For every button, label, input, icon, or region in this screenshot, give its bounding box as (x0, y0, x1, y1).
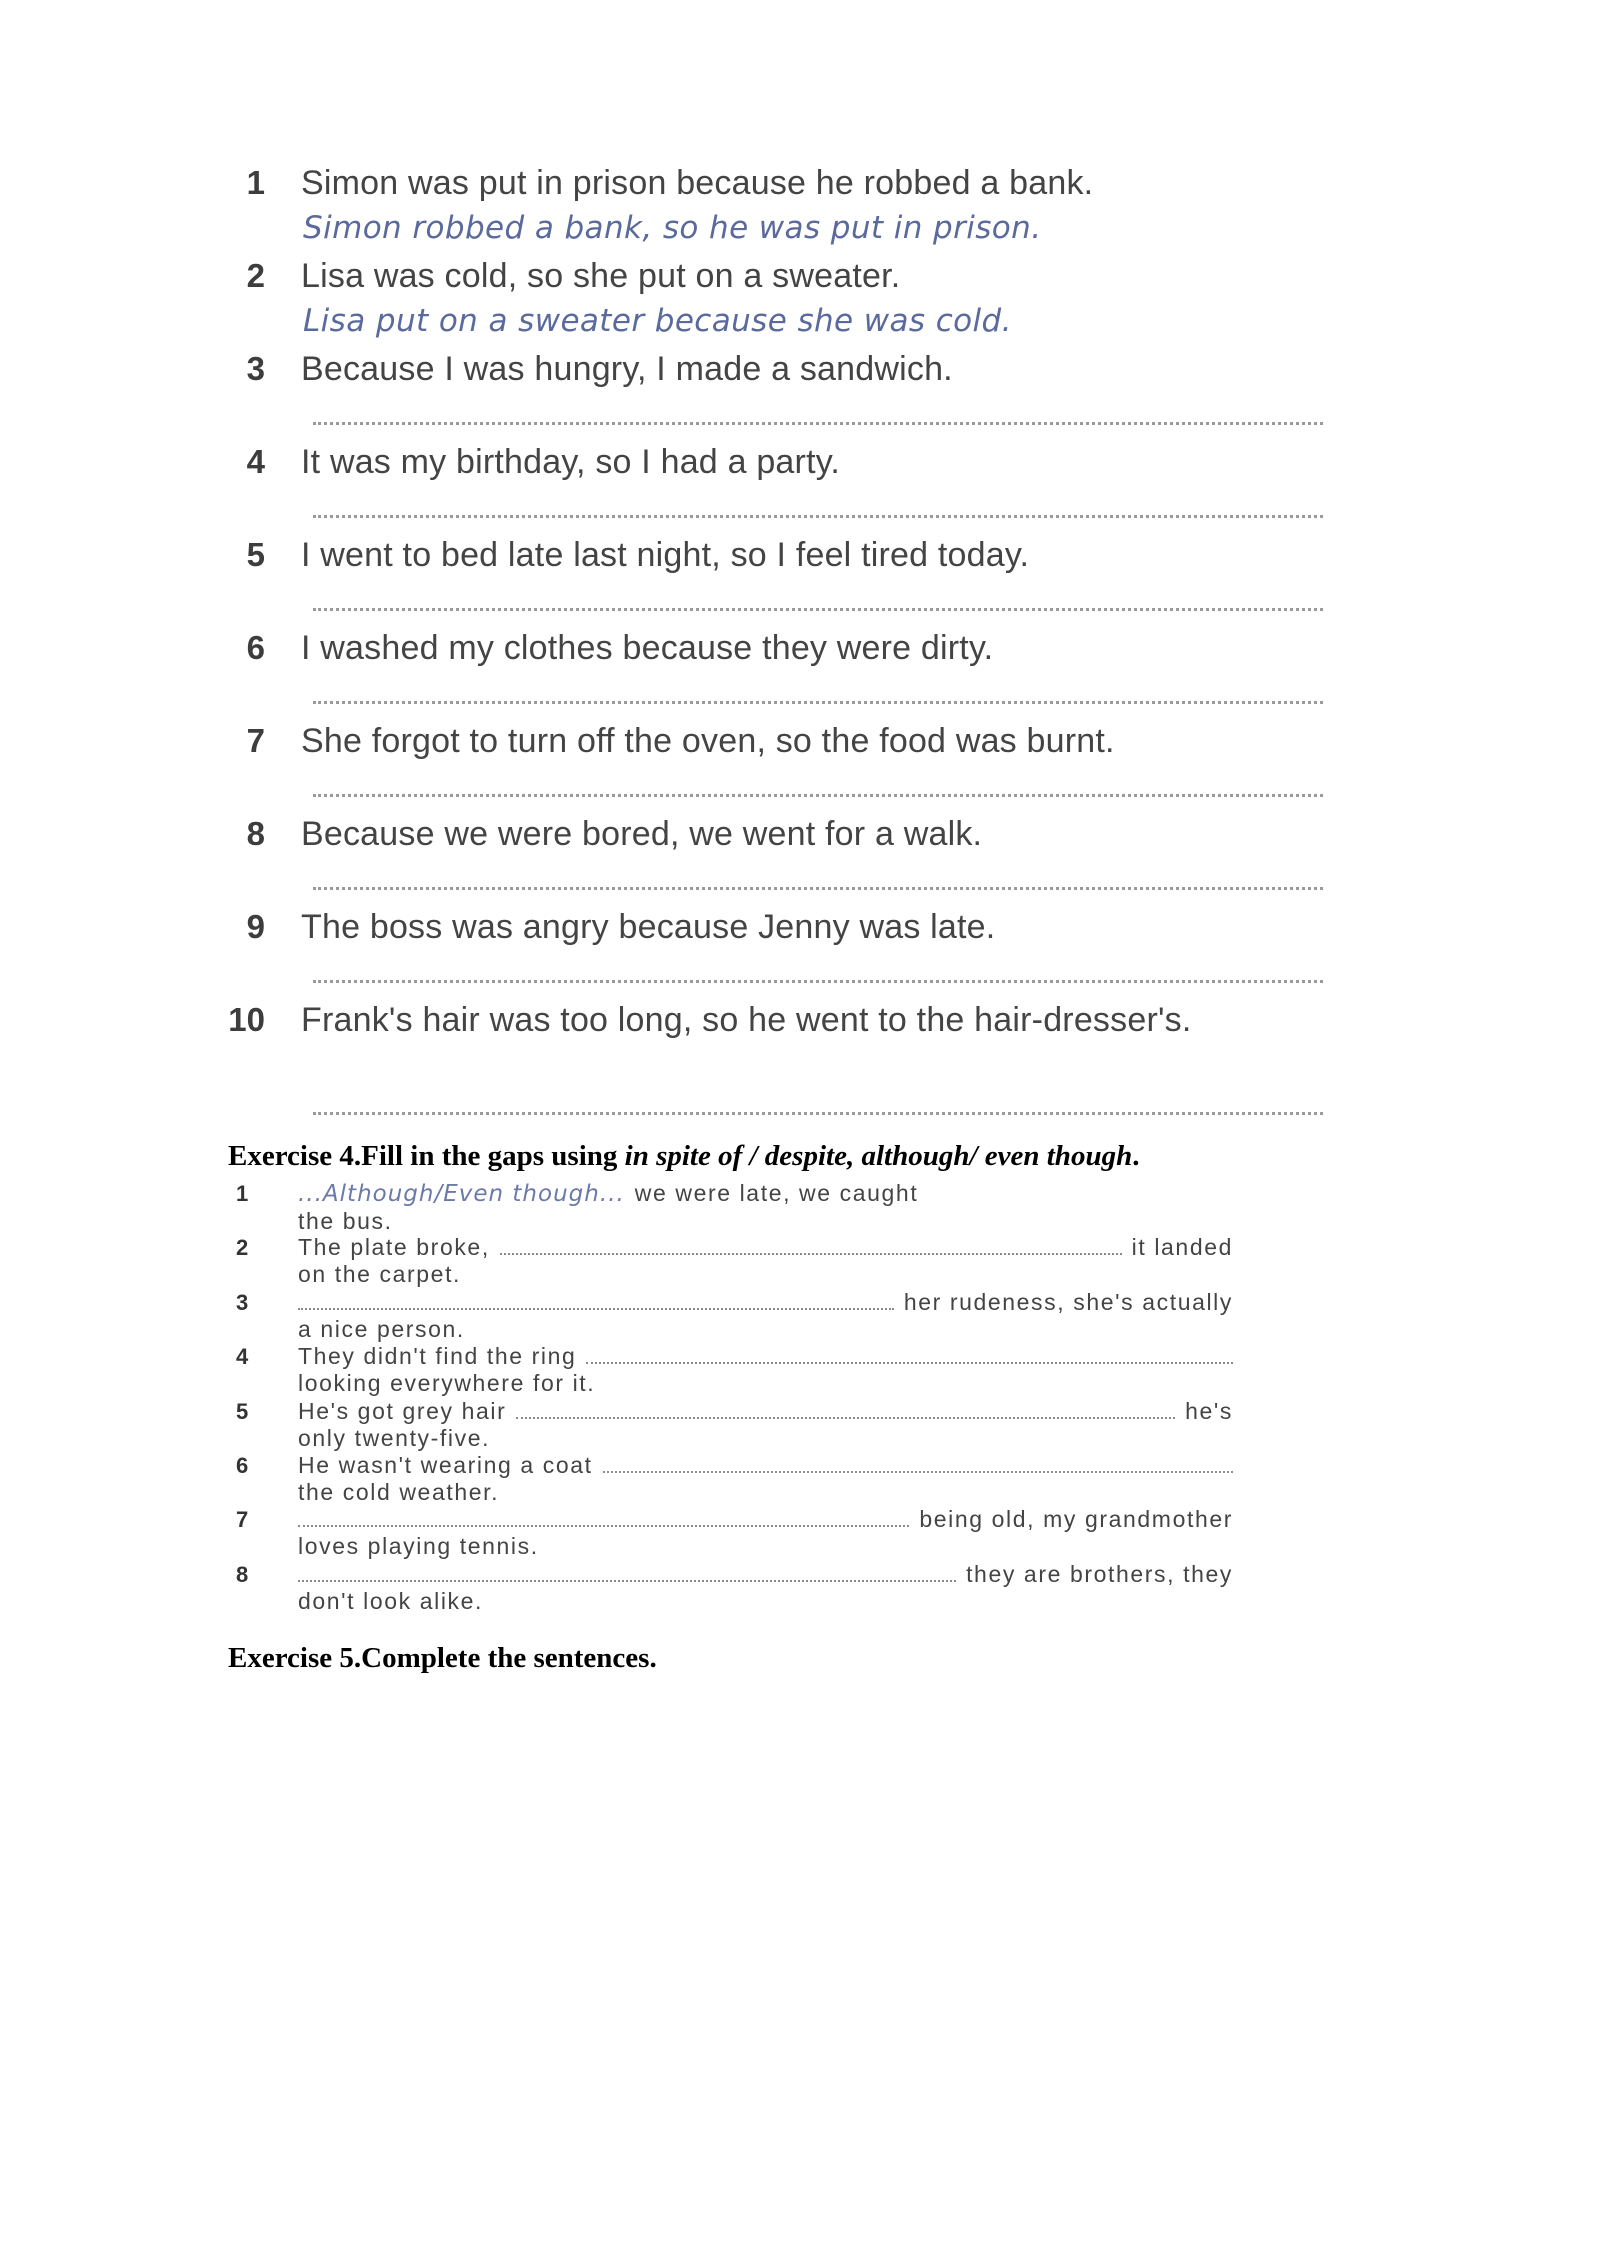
exercise-4-item (236, 1398, 1256, 1452)
exercise-5-heading: Exercise 5.Complete the sentences. (228, 1642, 657, 1674)
item-body (298, 1506, 1233, 1560)
item-continuation: the cold weather. (298, 1478, 500, 1505)
item-number: 4 (236, 1344, 249, 1370)
exercise-4-item (236, 1561, 1256, 1615)
heading-prefix: Exercise 4.Fill in the gaps using (228, 1140, 625, 1172)
answer-gap[interactable] (313, 794, 1323, 797)
item-body (298, 1561, 1233, 1615)
exercise-4-list (236, 1180, 1256, 1615)
answer-gap[interactable] (298, 1562, 956, 1582)
example-answer: ...Although/Even though... (298, 1181, 625, 1207)
answer-gap[interactable] (298, 1507, 909, 1527)
exercise-3-item (225, 718, 1355, 811)
item-sentence: Simon was put in prison because he robbed a bank. (301, 164, 1094, 202)
exercise-3-item (225, 997, 1355, 1129)
item-continuation: a nice person. (298, 1315, 465, 1342)
answer-gap[interactable] (313, 422, 1323, 425)
exercise-4-heading (228, 1138, 1139, 1174)
heading-emphasis: in spite of / despite, although/ even though (624, 1140, 1133, 1172)
answer-gap[interactable] (298, 1290, 894, 1310)
text-after-gap: being old, my grandmother (919, 1506, 1233, 1533)
item-sentence: It was my birthday, so I had a party. (301, 443, 841, 481)
answer-gap[interactable] (313, 980, 1323, 983)
item-continuation: only twenty-five. (298, 1424, 491, 1451)
item-continuation: looking everywhere for it. (298, 1370, 596, 1397)
item-number: 3 (236, 1289, 249, 1315)
answer-gap[interactable] (313, 887, 1323, 890)
text-after-gap: we were late, we caught (634, 1180, 919, 1206)
item-number: 7 (246, 722, 265, 759)
answer-gap[interactable] (586, 1344, 1233, 1364)
text-after-gap: they are brothers, they (966, 1560, 1233, 1587)
item-sentence: The boss was angry because Jenny was late. (301, 908, 996, 946)
exercise-3-item (225, 532, 1355, 625)
item-sentence: I went to bed late last night, so I feel tired today. (301, 536, 1030, 574)
exercise-4-item (236, 1452, 1256, 1506)
item-sentence: Frank's hair was too long, so he went to the hair-dresser's. (301, 1001, 1192, 1039)
text-before-gap: They didn't find the ring (298, 1343, 577, 1370)
item-continuation: on the carpet. (298, 1261, 462, 1288)
item-sentence: Lisa was cold, so she put on a sweater. (301, 257, 901, 295)
item-number: 5 (246, 536, 265, 573)
answer-gap[interactable] (500, 1235, 1122, 1255)
item-body (298, 1180, 1233, 1235)
answer-gap[interactable] (313, 608, 1323, 611)
item-continuation: the bus. (298, 1208, 393, 1234)
item-number: 8 (246, 815, 265, 852)
exercise-3-item (225, 439, 1355, 532)
item-number: 6 (236, 1452, 249, 1478)
item-sentence: I washed my clothes because they were dirty. (301, 629, 994, 667)
text-before-gap: He's got grey hair (298, 1397, 507, 1424)
exercise-3-item (225, 253, 1355, 346)
text-before-gap: He wasn't wearing a coat (298, 1451, 593, 1478)
item-sentence: Because we were bored, we went for a walk. (301, 815, 983, 853)
example-answer: Simon robbed a bank, so he was put in prison. (303, 210, 1042, 246)
exercise-4-item (236, 1289, 1256, 1343)
item-sentence: Because I was hungry, I made a sandwich. (301, 350, 953, 388)
exercise-3-item (225, 811, 1355, 904)
item-body (298, 1234, 1233, 1288)
item-number: 2 (236, 1235, 249, 1261)
item-number: 8 (236, 1561, 249, 1587)
item-number: 6 (246, 629, 265, 666)
item-body (298, 1398, 1233, 1452)
item-continuation: don't look alike. (298, 1587, 484, 1614)
exercise-4-item (236, 1180, 1256, 1234)
item-number: 4 (246, 443, 265, 480)
text-after-gap: he's (1185, 1397, 1233, 1424)
answer-gap[interactable] (603, 1453, 1233, 1473)
heading-suffix: . (1132, 1140, 1140, 1172)
exercise-4-item (236, 1234, 1256, 1288)
exercise-3-item (225, 625, 1355, 718)
exercise-3-item (225, 904, 1355, 997)
text-before-gap: The plate broke, (298, 1234, 490, 1261)
item-number: 10 (228, 1001, 265, 1038)
exercise-3-item (225, 346, 1355, 439)
item-body (298, 1343, 1233, 1397)
item-number: 1 (236, 1181, 249, 1206)
item-body (298, 1289, 1233, 1343)
text-after-gap: her rudeness, she's actually (903, 1288, 1233, 1315)
exercise-4-item (236, 1506, 1256, 1560)
item-number: 7 (236, 1507, 249, 1533)
exercise-3-item (225, 160, 1355, 253)
answer-gap[interactable] (313, 515, 1323, 518)
item-number: 9 (246, 908, 265, 945)
item-number: 5 (236, 1398, 249, 1424)
text-after-gap: it landed (1131, 1234, 1233, 1261)
item-number: 2 (246, 257, 265, 294)
answer-gap[interactable] (313, 701, 1323, 704)
answer-gap[interactable] (313, 1112, 1323, 1115)
item-sentence: She forgot to turn off the oven, so the food was burnt. (301, 722, 1115, 760)
item-continuation: loves playing tennis. (298, 1533, 539, 1560)
example-answer: Lisa put on a sweater because she was cold. (303, 303, 1012, 339)
answer-gap[interactable] (516, 1399, 1175, 1419)
exercise-4-item (236, 1343, 1256, 1397)
item-number: 3 (246, 350, 265, 387)
item-number: 1 (246, 164, 265, 201)
item-body (298, 1452, 1233, 1506)
exercise-3-list (225, 160, 1355, 1129)
